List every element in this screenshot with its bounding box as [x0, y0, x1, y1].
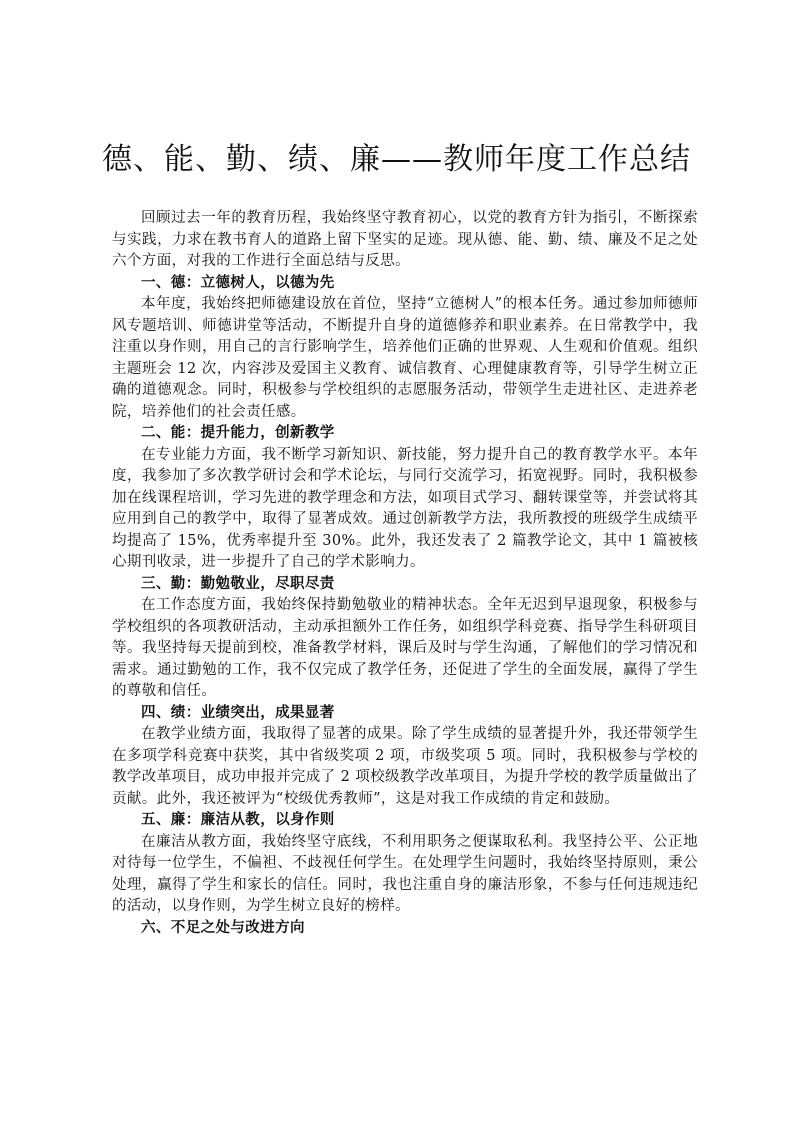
section-body-ji: 在教学业绩方面，我取得了显著的成果。除了学生成绩的显著提升外，我还带领学生在多项学科竞赛中获奖，其中省级奖项 2 项，市级奖项 5 项。同时，我积极参与学校的教学改革项目，成功申报并完成了 2 项校级教学改革项目，为提升学校的教学质量做出了贡献。此外，我还被评为“校级优秀教师”，这是对我工作成绩的肯定和鼓励。: [112, 726, 698, 807]
document-title: 德、能、勤、绩、廉——教师年度工作总结: [102, 142, 691, 177]
section-heading-de: 一、德：立德树人，以德为先: [141, 274, 335, 291]
section-body-neng: 在专业能力方面，我不断学习新知识、新技能，努力提升自己的教育教学水平。本年度，我参加了多次教学研讨会和学术论坛，与同行交流学习，拓宽视野。同时，我积极参加在线课程培训，学习先进的教学理念和方法，如项目式学习、翻转课堂等，并尝试将其应用到自己的教学中，取得了显著成效。通过创新教学方法，我所教授的班级学生成绩平均提高了 15%，优秀率提升至 30%。此外，我还发表了 2 篇教学论文，其中 1 篇被核心期刊收录，进一步提升了自己的学术影响力。: [112, 446, 698, 570]
section-body-lian: 在廉洁从教方面，我始终坚守底线，不利用职务之便谋取私利。我坚持公平、公正地对待每一位学生，不偏袒、不歧视任何学生。在处理学生问题时，我始终坚持原则，秉公处理，赢得了学生和家长的信任。同时，我也注重自身的廉洁形象，不参与任何违规违纪的活动，以身作则，为学生树立良好的榜样。: [112, 833, 698, 914]
document-body: [112, 204, 698, 939]
section-heading-lian: 五、廉：廉洁从教，以身作则: [141, 812, 335, 828]
section-body-qin: 在工作态度方面，我始终保持勤勉敬业的精神状态。全年无迟到早退现象，积极参与学校组织的各项教研活动，主动承担额外工作任务，如组织学科竞赛、指导学生科研项目等。我坚持每天提前到校，准备教学材料，课后及时与学生沟通，了解他们的学习情况和需求。通过勤勉的工作，我不仅完成了教学任务，还促进了学生的全面发展，赢得了学生的尊敬和信任。: [112, 597, 698, 699]
intro-paragraph: 回顾过去一年的教育历程，我始终坚守教育初心，以党的教育方针为指引，不断探索与实践，力求在教书育人的道路上留下坚实的足迹。现从德、能、勤、绩、廉及不足之处六个方面，对我的工作进行全面总结与反思。: [112, 210, 698, 269]
section-heading-neng: 二、能：提升能力，创新教学: [141, 425, 335, 441]
section-heading-qin: 三、勤：勤勉敬业，尽职尽责: [141, 575, 335, 592]
section-body-de: 本年度，我始终把师德建设放在首位，坚持“立德树人”的根本任务。通过参加师德师风专题培训、师德讲堂等活动，不断提升自身的道德修养和职业素养。在日常教学中，我注重以身作则，用自己的言行影响学生，培养他们正确的世界观、人生观和价值观。组织主题班会 12 次，内容涉及爱国主义教育、诚信教育、心理健康教育等，引导学生树立正确的道德观念。同时，积极参与学校组织的志愿服务活动，带领学生走进社区、走进养老院，培养他们的社会责任感。: [112, 296, 698, 420]
section-heading-shortcomings: 六、不足之处与改进方向: [141, 919, 305, 936]
section-heading-ji: 四、绩：业绩突出，成果显著: [141, 704, 335, 721]
